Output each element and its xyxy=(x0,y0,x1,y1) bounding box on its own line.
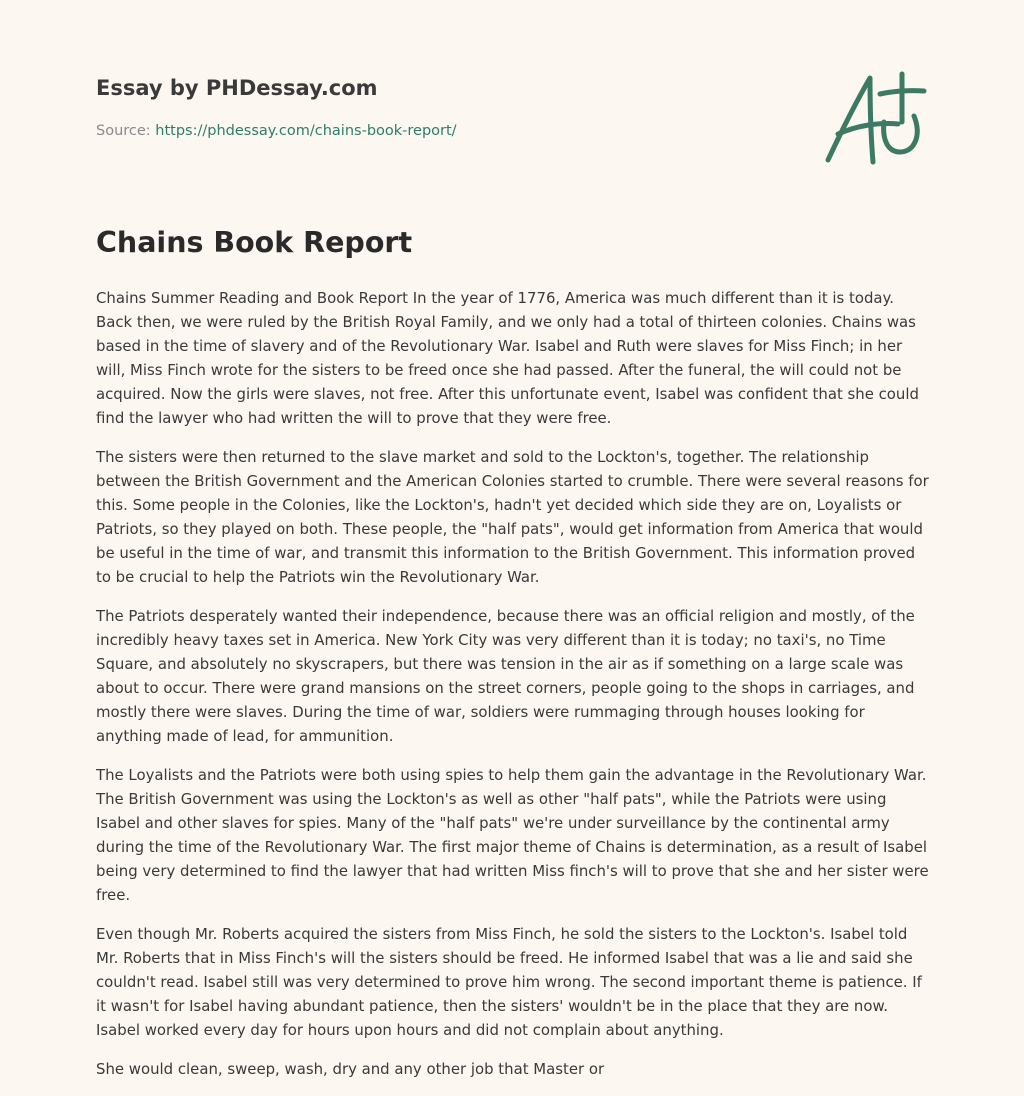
essay-paragraph: The Loyalists and the Patriots were both using spies to help them gain the advantage in the Revolutionary War. The British Government was using the Lockton's as well as other "half pats", while the Patriots were using Isabel and other slaves for spies. Many of the "half pats" we're under surveillance by the continental army during the time of the Revolutionary War. The first major theme of Chains is determination, as a result of Isabel being very determined to find the lawyer that had written Miss finch's will to prove that she and her sister were free. xyxy=(96,766,929,904)
site-title: Essay by PHDessay.com xyxy=(96,76,378,100)
a-plus-logo-icon xyxy=(818,64,930,168)
essay-paragraph: She would clean, sweep, wash, dry and any other job that Master or xyxy=(96,1060,605,1078)
essay-paragraph: The Patriots desperately wanted their independence, because there was an official religion and mostly, of the incredibly heavy taxes set in America. New York City was very different than it is today; no taxi's, no Time Square, and absolutely no skyscrapers, but there was tension in the air as if something on a large scale was about to occur. There were grand mansions on the street corners, people going to the shops in carriages, and mostly there were slaves. During the time of war, soldiers were rummaging through houses looking for anything made of lead, for ammunition. xyxy=(96,607,915,745)
essay-body xyxy=(96,286,932,1096)
source-label: Source: xyxy=(96,123,156,139)
source-line xyxy=(96,123,457,139)
essay-paragraph: The sisters were then returned to the slave market and sold to the Lockton's, together. The relationship between the British Government and the American Colonies started to crumble. There were several reasons for this. Some people in the Colonies, like the Lockton's, hadn't yet decided which side they are on, Loyalists or Patriots, so they played on both. These people, the "half pats", would get information from America that would be useful in the time of war, and transmit this information to the British Government. This information proved to be crucial to help the Patriots win the Revolutionary War. xyxy=(96,448,929,586)
essay-paragraph: Chains Summer Reading and Book Report In the year of 1776, America was much different than it is today. Back then, we were ruled by the British Royal Family, and we only had a total of thirteen colonies. Chains was based in the time of slavery and of the Revolutionary War. Isabel and Ruth were slaves for Miss Finch; in her will, Miss Finch wrote for the sisters to be freed once she had passed. After the funeral, the will could not be acquired. Now the girls were slaves, not free. After this unfortunate event, Isabel was confident that she could find the lawyer who had written the will to prove that they were free. xyxy=(96,289,919,427)
source-link[interactable]: https://phdessay.com/chains-book-report/ xyxy=(155,123,457,139)
essay-title: Chains Book Report xyxy=(96,226,413,259)
essay-paragraph: Even though Mr. Roberts acquired the sisters from Miss Finch, he sold the sisters to the Lockton's. Isabel told Mr. Roberts that in Miss Finch's will the sisters should be freed. He informed Isabel that was a lie and said she couldn't read. Isabel still was very determined to prove him wrong. The second important theme is patience. If it wasn't for Isabel having abundant patience, then the sisters' wouldn't be in the place that they are now. Isabel worked every day for hours upon hours and did not complain about anything. xyxy=(96,925,922,1039)
